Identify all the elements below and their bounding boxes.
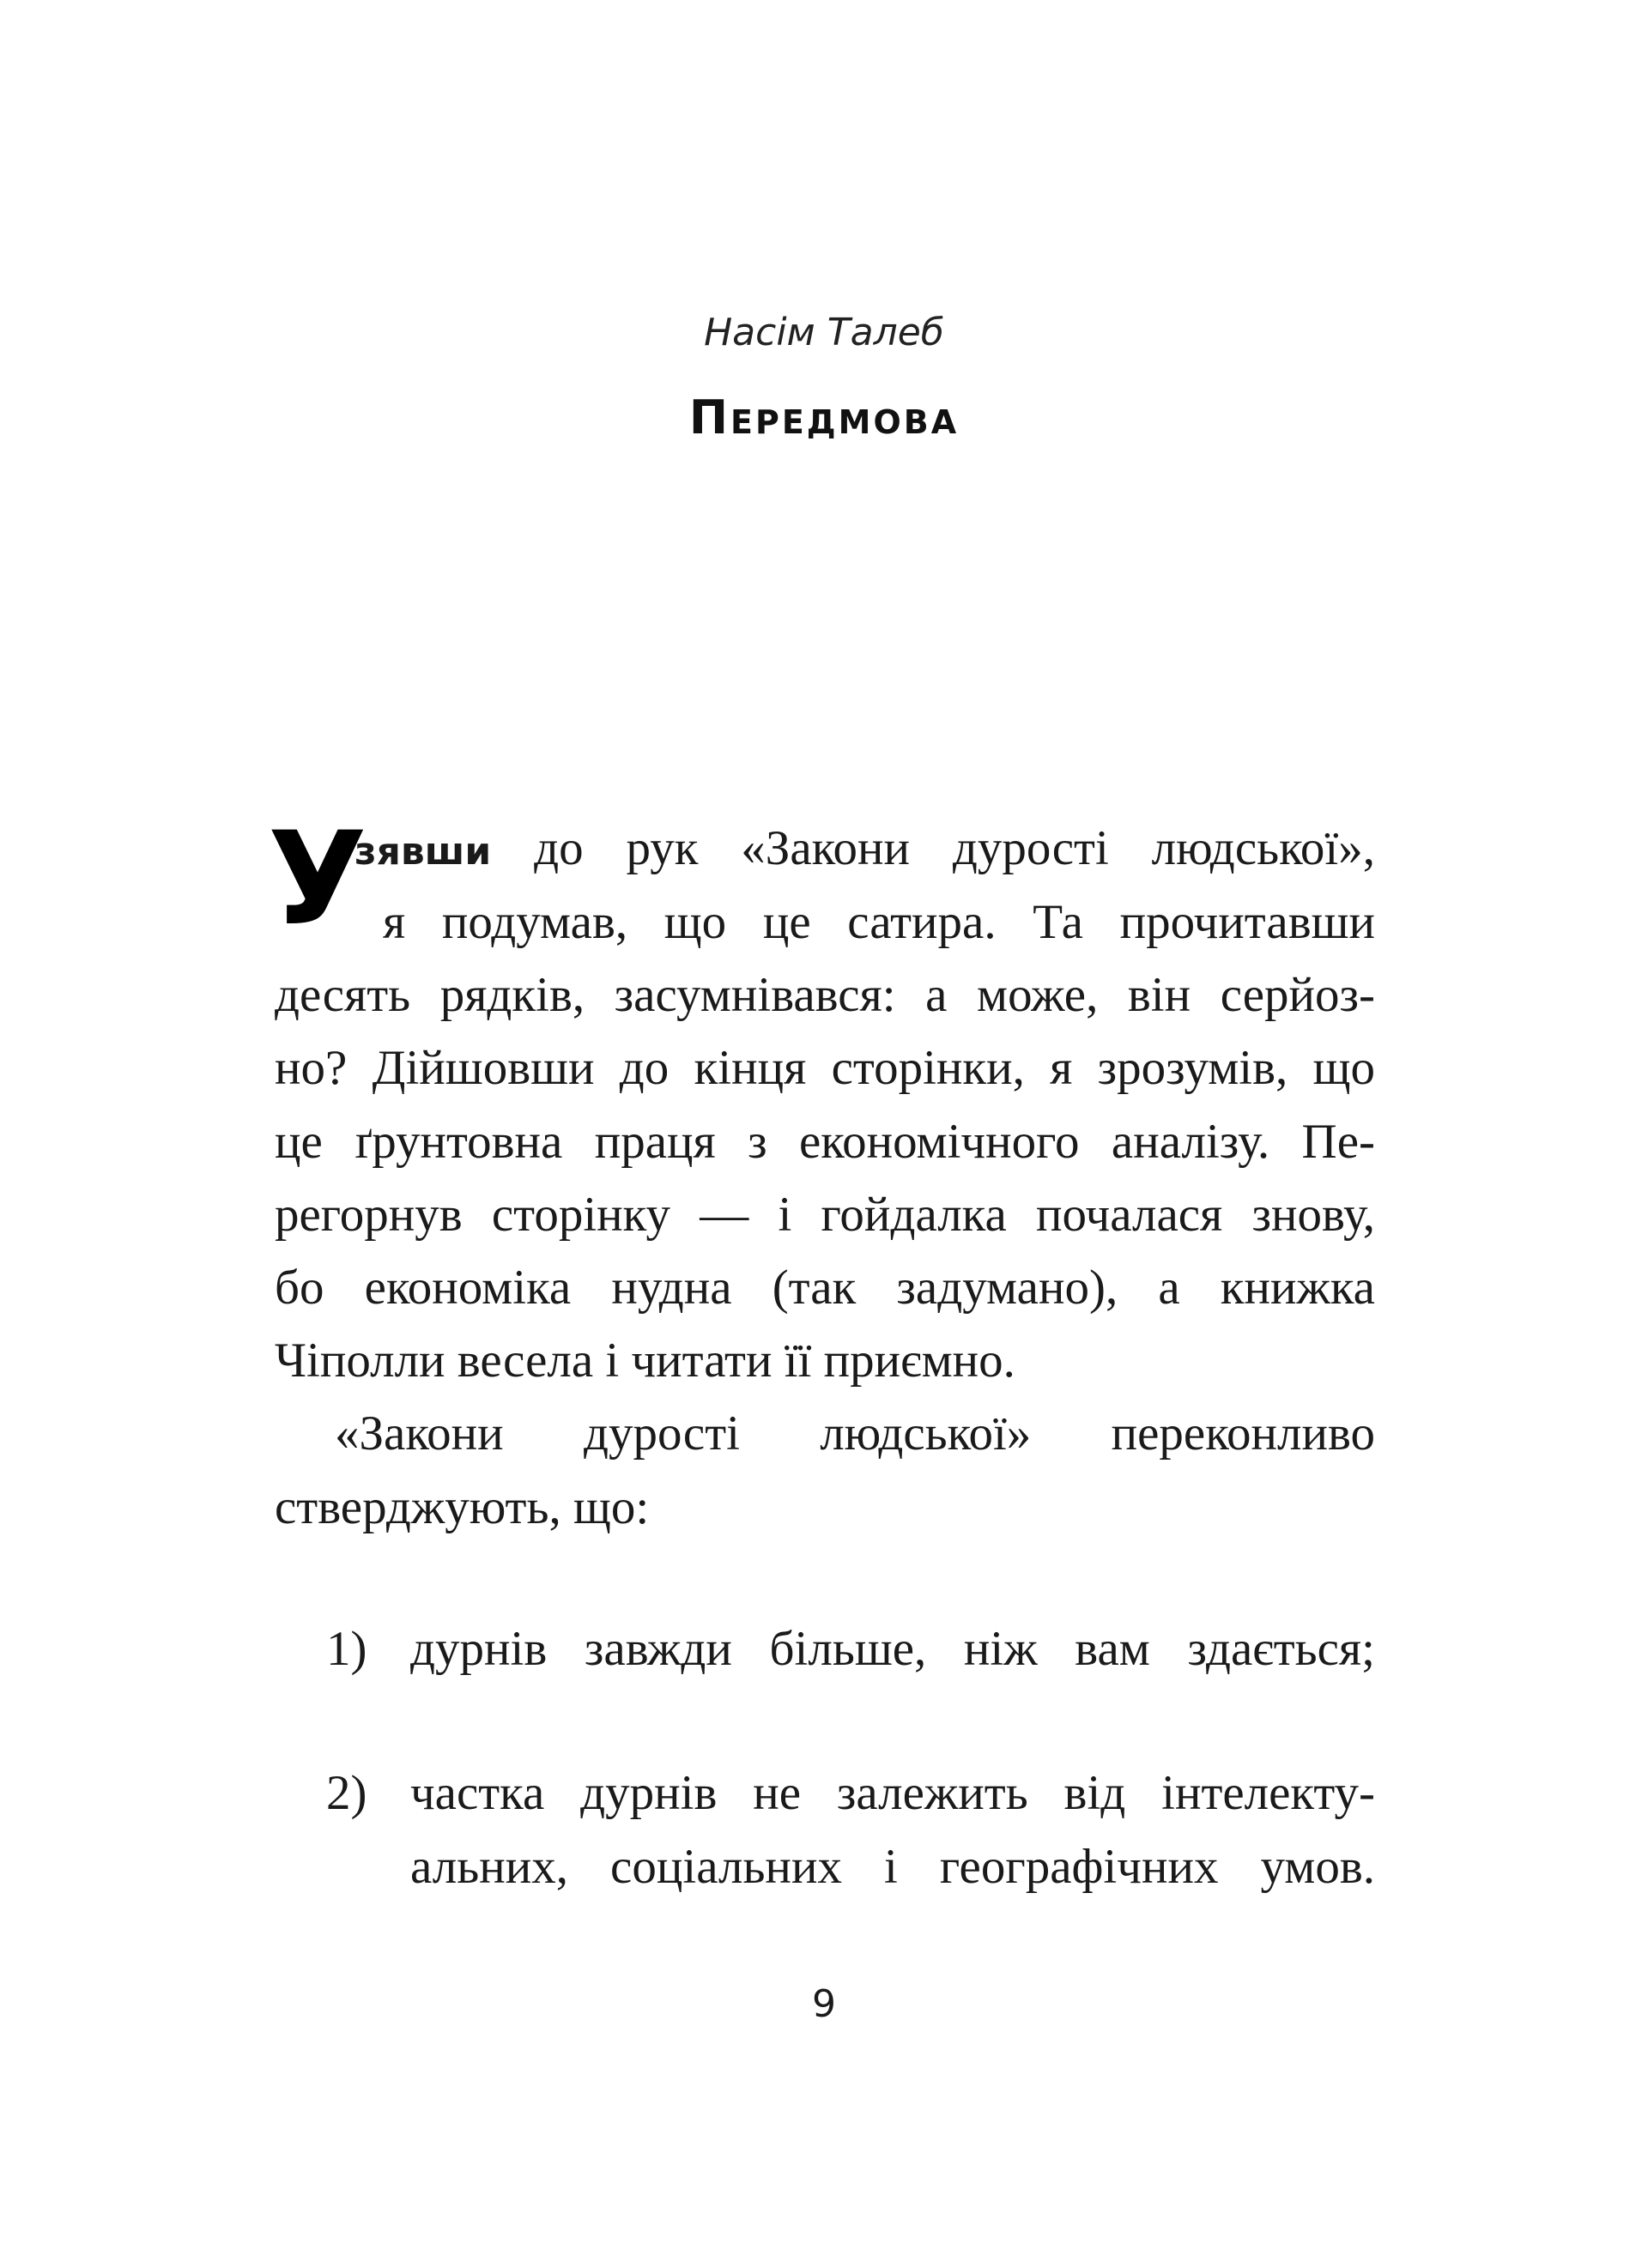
paragraph-line: десять рядків, засумнівався: а може, він серйоз- (275, 968, 1375, 1022)
page-number: 9 (812, 1982, 836, 2026)
chapter-title: Передмова (688, 390, 960, 445)
paragraph-line: бо економіка нудна (так задумано), а книжка (275, 1261, 1375, 1315)
list-marker: 1) (326, 1622, 367, 1676)
paragraph-line (354, 821, 1375, 875)
paragraph-line: це ґрунтовна праця з економічного аналізу. Пе- (275, 1115, 1375, 1169)
list-marker: 2) (326, 1766, 367, 1820)
lead-word: зявши (354, 830, 492, 874)
list-item-continuation: альних, соціальних і географічних умов. (410, 1840, 1375, 1894)
list-item: частка дурнів не залежить від інтелекту- (410, 1766, 1375, 1820)
paragraph-line: «Закони дурості людської» переконливо (335, 1406, 1375, 1461)
paragraph-line: стверджують, що: (275, 1480, 650, 1534)
line-text: до рук «Закони дурості людської», (491, 821, 1375, 875)
list-item: дурнів завжди більше, ніж вам здається; (410, 1622, 1375, 1676)
paragraph-line: Чіполли весела і читати її приємно. (275, 1334, 1015, 1388)
paragraph-line: но? Дійшовши до кінця сторінки, я зрозумів, що (275, 1041, 1375, 1095)
author-name: Насім Талеб (704, 311, 944, 354)
paragraph-line: регорнув сторінку — і гойдалка почалася знову, (275, 1188, 1375, 1242)
drop-cap: У (268, 805, 367, 954)
paragraph-line: я подумав, що це сатира. Та прочитавши (383, 895, 1375, 949)
